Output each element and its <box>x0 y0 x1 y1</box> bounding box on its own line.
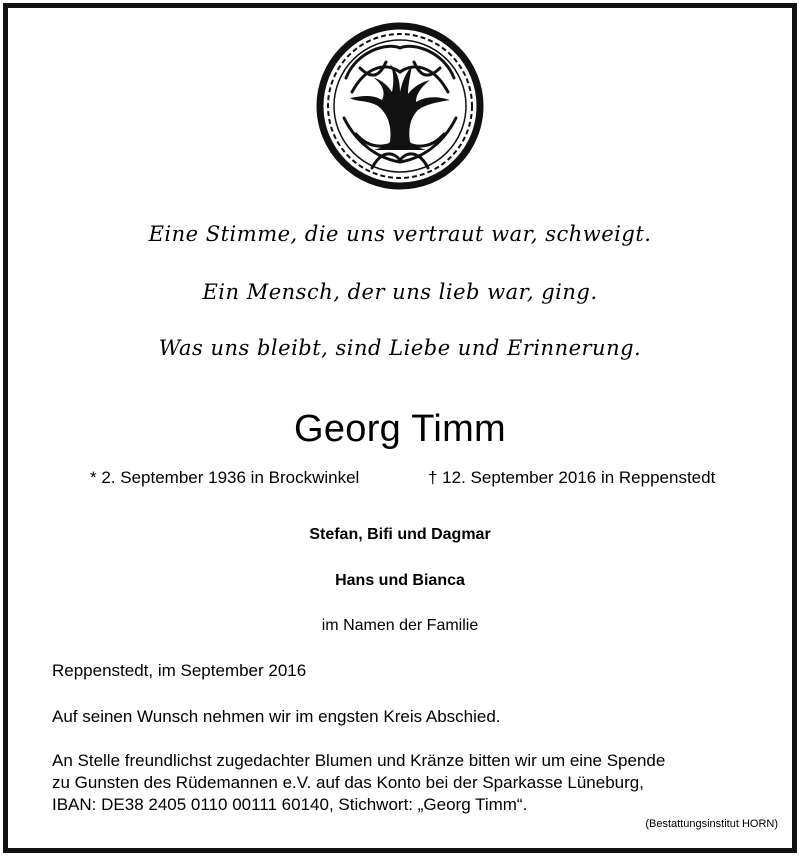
mourner-line-2: Hans und Bianca <box>335 572 465 589</box>
donation-line-1: An Stelle freundlichst zugedachter Blumen und Kränze bitten wir um eine Spende <box>52 751 666 770</box>
birth-date: * 2. September 1936 in Brockwinkel <box>90 468 360 487</box>
family-note: im Namen der Familie <box>321 617 479 634</box>
place-and-date: Reppenstedt, im September 2016 <box>52 661 307 680</box>
donation-line-2: zu Gunsten des Rüdemannen e.V. auf das Konto bei der Sparkasse Lüneburg, <box>52 773 644 792</box>
donation-line-3: IBAN: DE38 2405 0110 00111 60140, Stichwort: „Georg Timm“. <box>52 795 528 814</box>
death-date: † 12. September 2016 in Reppenstedt <box>428 468 716 487</box>
undertaker-credit: (Bestattungsinstitut HORN) <box>645 818 778 830</box>
mourner-line-1: Stefan, Bifi und Dagmar <box>309 526 491 543</box>
tree-of-life-icon <box>316 22 484 190</box>
farewell-note: Auf seinen Wunsch nehmen wir im engsten Kreis Abschied. <box>52 707 501 726</box>
donation-request <box>52 750 752 816</box>
verse-line-1: Eine Stimme, die uns vertraut war, schweigt. <box>148 222 652 246</box>
deceased-name: Georg Timm <box>293 408 507 450</box>
verse-line-2: Ein Mensch, der uns lieb war, ging. <box>202 280 598 304</box>
verse-line-3: Was uns bleibt, sind Liebe und Erinnerung. <box>158 336 642 360</box>
